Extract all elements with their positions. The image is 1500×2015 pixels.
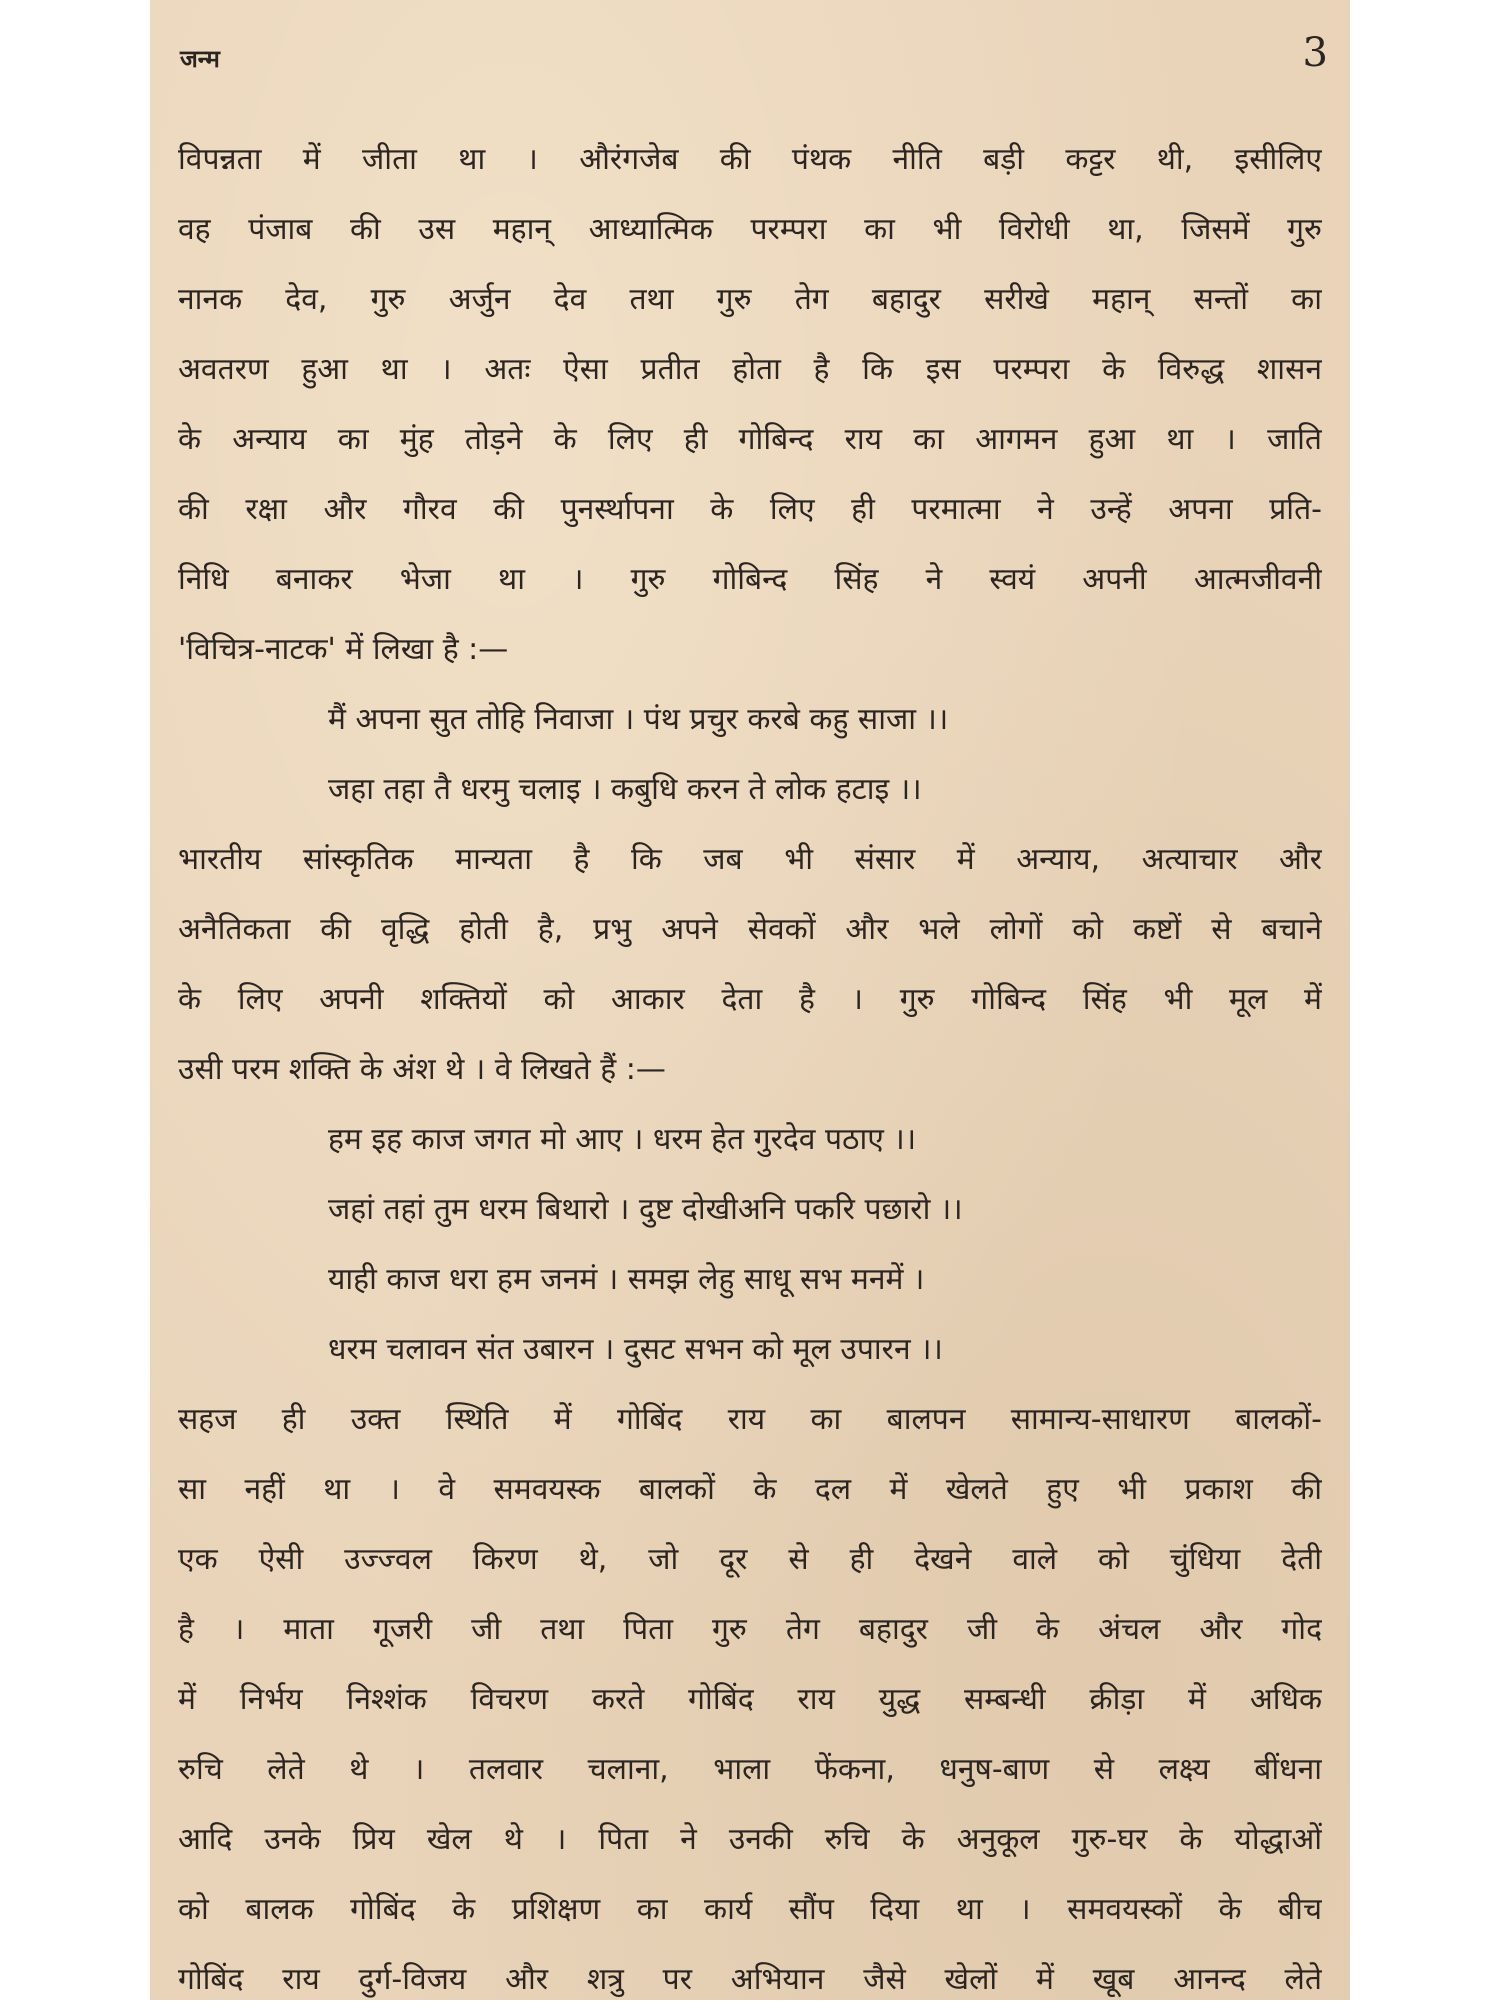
- verse-line: मैं अपना सुत तोहि निवाजा । पंथ प्रचुर करबे कहु साजा ।।: [328, 702, 949, 737]
- body-text: [178, 125, 1322, 2015]
- paragraph-3: [178, 1385, 1322, 2015]
- verse-quote-2: [178, 1105, 1322, 1385]
- page-header: [180, 30, 1328, 90]
- text-line: को बालक गोबिंद के प्रशिक्षण का कार्य सौंप दिया था । समवयस्कों के बीच: [178, 1892, 1322, 1927]
- verse-line: याही काज धरा हम जनमं । समझ लेहु साधू सभ मनमें ।: [328, 1262, 925, 1297]
- book-page: [150, 0, 1350, 2000]
- text-line: विपन्नता में जीता था । औरंगजेब की पंथक नीति बड़ी कट्टर थी, इसीलिए: [178, 142, 1322, 177]
- text-line: के अन्याय का मुंह तोड़ने के लिए ही गोबिन्द राय का आगमन हुआ था । जाति: [178, 422, 1322, 457]
- text-line: वह पंजाब की उस महान् आध्यात्मिक परम्परा का भी विरोधी था, जिसमें गुरु: [178, 212, 1322, 247]
- text-line: आदि उनके प्रिय खेल थे । पिता ने उनकी रुचि के अनुकूल गुरु-घर के योद्धाओं: [178, 1822, 1322, 1857]
- page-number: 3: [1302, 30, 1328, 76]
- text-line: गोबिंद राय दुर्ग-विजय और शत्रु पर अभियान जैसे खेलों में खूब आनन्द लेते: [178, 1962, 1322, 1997]
- text-line: सा नहीं था । वे समवयस्क बालकों के दल में खेलते हुए भी प्रकाश की: [178, 1472, 1322, 1507]
- text-line: अवतरण हुआ था । अतः ऐसा प्रतीत होता है कि इस परम्परा के विरुद्ध शासन: [178, 352, 1322, 387]
- text-line: सहज ही उक्त स्थिति में गोबिंद राय का बालपन सामान्य-साधारण बालकों-: [178, 1402, 1322, 1437]
- verse-line: जहा तहा तै धरमु चलाइ । कबुधि करन ते लोक हटाइ ।।: [328, 772, 922, 807]
- text-line: 'विचित्र-नाटक' में लिखा है :—: [178, 632, 509, 667]
- text-line: में निर्भय निश्शंक विचरण करते गोबिंद राय युद्ध सम्बन्धी क्रीड़ा में अधिक: [178, 1682, 1322, 1717]
- text-line: नानक देव, गुरु अर्जुन देव तथा गुरु तेग बहादुर सरीखे महान् सन्तों का: [178, 282, 1322, 317]
- text-line: निधि बनाकर भेजा था । गुरु गोबिन्द सिंह ने स्वयं अपनी आत्मजीवनी: [178, 562, 1322, 597]
- verse-line: हम इह काज जगत मो आए । धरम हेत गुरदेव पठाए ।।: [328, 1122, 917, 1157]
- text-line: की रक्षा और गौरव की पुनर्स्थापना के लिए ही परमात्मा ने उन्हें अपना प्रति-: [178, 492, 1322, 527]
- text-line: भारतीय सांस्कृतिक मान्यता है कि जब भी संसार में अन्याय, अत्याचार और: [178, 842, 1322, 877]
- running-head: जन्म: [180, 45, 220, 73]
- text-line: उसी परम शक्ति के अंश थे । वे लिखते हैं :—: [178, 1052, 666, 1087]
- paragraph-1: [178, 125, 1322, 685]
- text-line: है । माता गूजरी जी तथा पिता गुरु तेग बहादुर जी के अंचल और गोद: [178, 1612, 1322, 1647]
- text-line: रुचि लेते थे । तलवार चलाना, भाला फेंकना, धनुष-बाण से लक्ष्य बींधना: [178, 1752, 1322, 1787]
- verse-line: जहां तहां तुम धरम बिथारो । दुष्ट दोखीअनि पकरि पछारो ।।: [328, 1192, 963, 1227]
- text-line: अनैतिकता की वृद्धि होती है, प्रभु अपने सेवकों और भले लोगों को कष्टों से बचाने: [178, 912, 1322, 947]
- verse-quote-1: [178, 685, 1322, 825]
- paragraph-2: [178, 825, 1322, 1105]
- text-line: के लिए अपनी शक्तियों को आकार देता है । गुरु गोबिन्द सिंह भी मूल में: [178, 982, 1322, 1017]
- verse-line: धरम चलावन संत उबारन । दुसट सभन को मूल उपारन ।।: [328, 1332, 943, 1367]
- text-line: एक ऐसी उज्ज्वल किरण थे, जो दूर से ही देखने वाले को चुंधिया देती: [178, 1542, 1322, 1577]
